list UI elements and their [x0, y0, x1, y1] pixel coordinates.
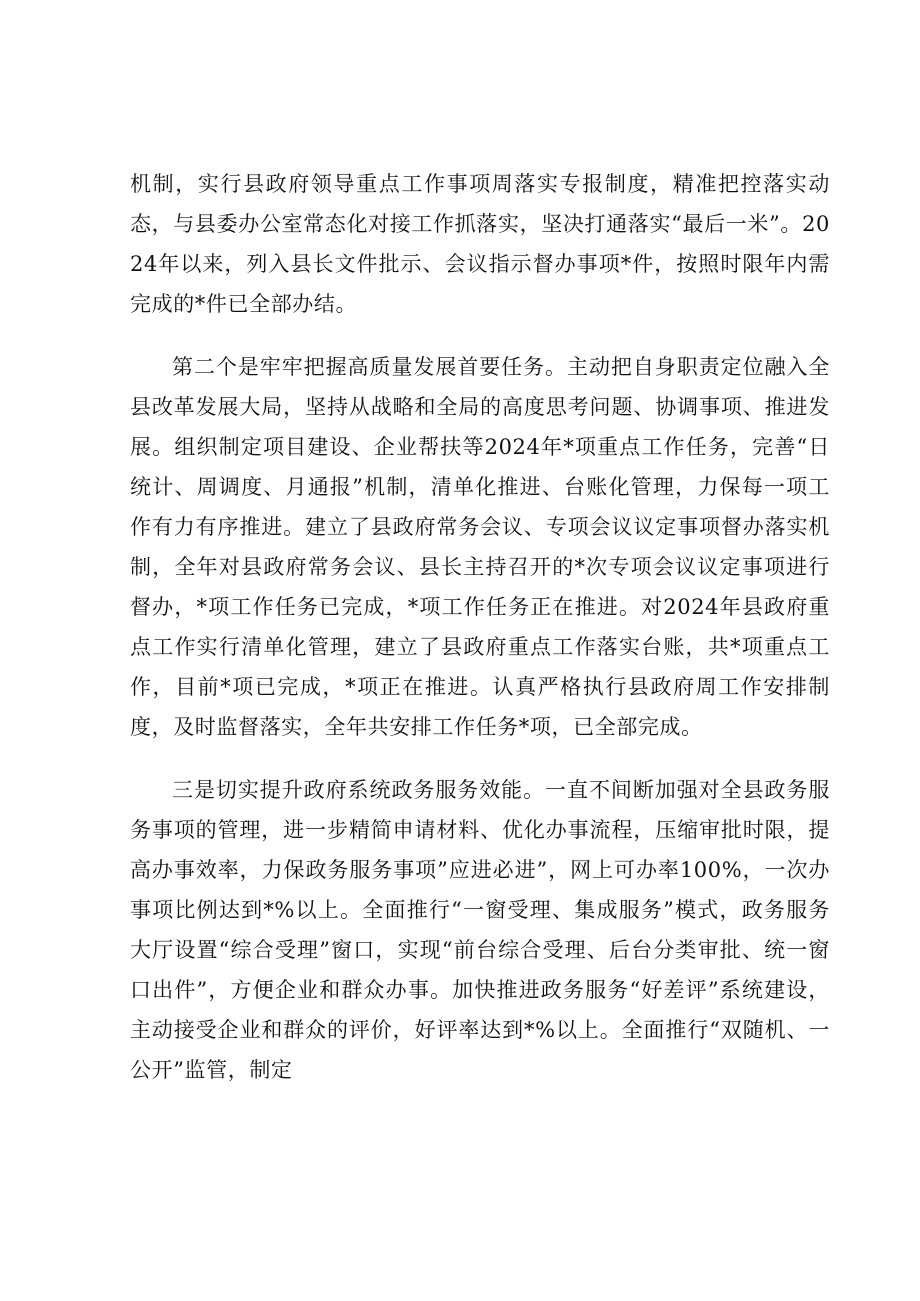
paragraph-continuation: 机制，实行县政府领导重点工作事项周落实专报制度，精准把控落实动态，与县委办公室常态化对接工作抓落实，坚决打通落实“最后一米”。2024年以来，列入县长文件批示、会议指示督办事项*件，按照时限年内需完成的*件已全部办结。 [130, 172, 830, 316]
paragraph-second-task: 第二个是牢牢把握高质量发展首要任务。主动把自身职责定位融入全县改革发展大局，坚持从战略和全局的高度思考问题、协调事项、推进发展。组织制定项目建设、企业帮扶等2024年*项重点工作任务，完善“日统计、周调度、月通报”机制，清单化推进、台账化管理，力保每一项工作有力有序推进。建立了县政府常务会议、专项会议议定事项督办落实机制，全年对县政府常务会议、县长主持召开的*次专项会议议定事项进行督办，*项工作任务已完成，*项工作任务正在推进。对2024年县政府重点工作实行清单化管理，建立了县政府重点工作落实台账，共*项重点工作，目前*项已完成，*项正在推进。认真严格执行县政府周工作安排制度，及时监督落实，全年共安排工作任务*项，已全部完成。 [130, 355, 830, 739]
paragraph-third-service-efficiency: 三是切实提升政府系统政务服务效能。一直不间断加强对全县政务服务事项的管理，进一步精简申请材料、优化办事流程，压缩审批时限，提高办事效率，力保政务服务事项”应进必进”，网上可办率100%，一次办事项比例达到*%以上。全面推行“一窗受理、集成服务”模式，政务服务大厅设置“综合受理”窗口，实现“前台综合受理、后台分类审批、统一窗口出件”，方便企业和群众办事。加快推进政务服务“好差评”系统建设，主动接受企业和群众的评价，好评率达到*%以上。全面推行“双随机、一公开”监管，制定 [130, 778, 830, 1082]
document-body [130, 164, 830, 1090]
